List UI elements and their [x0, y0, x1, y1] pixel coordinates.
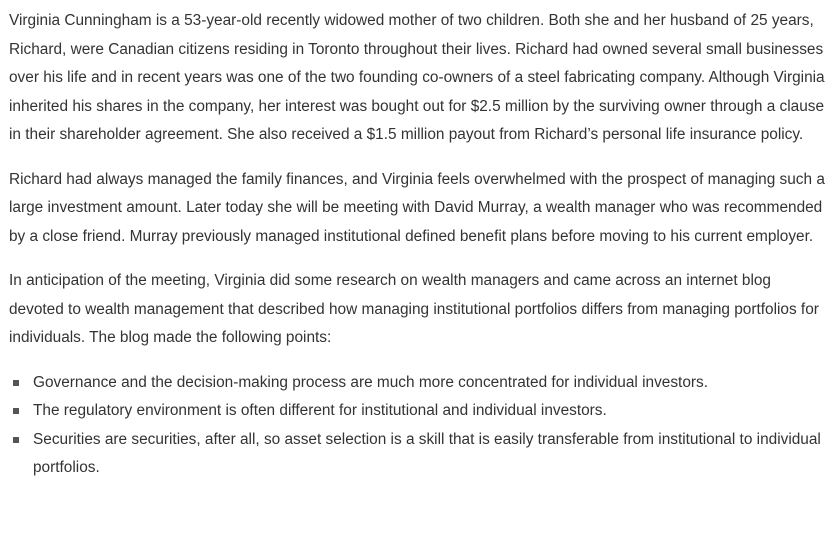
square-bullet-icon: [13, 437, 19, 443]
paragraph-background: Virginia Cunningham is a 53-year-old recently widowed mother of two children. Both she and her husband of 25 years, Richard, were Canadian citizens residing in Toronto throughout their lives. Richard had owned several small businesses over his life and in recent years was one of the two founding co-owners of a steel fabricating company. Although Virginia inherited his shares in the company, her interest was bought out for $2.5 million by the surviving owner through a clause in their shareholder agreement. She also received a $1.5 million payout from Richard’s personal life insurance policy.: [9, 12, 825, 143]
list-item-text: The regulatory environment is often different for institutional and individual investors.: [33, 402, 607, 419]
paragraph-meeting: Richard had always managed the family finances, and Virginia feels overwhelmed with the prospect of managing such a large investment amount. Later today she will be meeting with David Murray, a wealth manager who was recommended by a close friend. Murray previously managed institutional defined benefit plans before moving to his current employer.: [9, 170, 825, 245]
paragraph-research: In anticipation of the meeting, Virginia did some research on wealth managers and came across an internet blog devoted to wealth management that described how managing institutional portfolios differs from managing portfolios for individuals. The blog made the following points:: [9, 272, 819, 346]
list-item-text: Securities are securities, after all, so asset selection is a skill that is easily transferable from institutional to individual portfolios.: [33, 430, 821, 476]
list-item-text: Governance and the decision-making process are much more concentrated for individual investors.: [33, 373, 708, 391]
list-item: [33, 426, 829, 483]
square-bullet-icon: [13, 408, 19, 414]
list-item: [33, 369, 829, 398]
square-bullet-icon: [13, 380, 19, 386]
list-item: [33, 397, 829, 426]
blog-points-list: [9, 369, 829, 483]
